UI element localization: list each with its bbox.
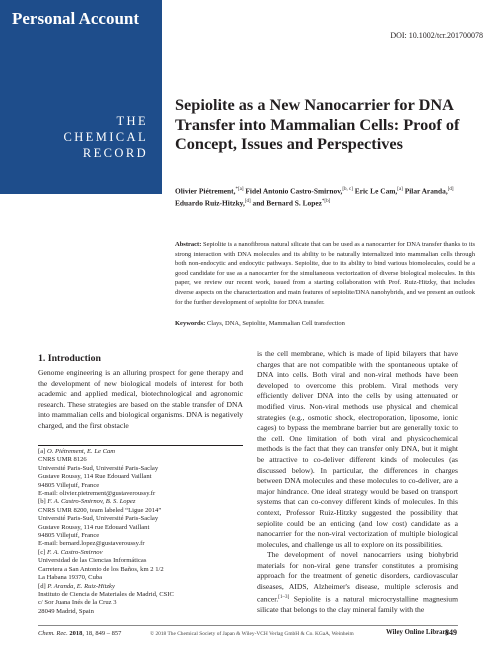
- affiliation-line: [38, 532, 243, 540]
- affiliation-text: 94805 Villejuif, France: [38, 532, 100, 540]
- affiliation-names: F. A. Castro-Smirnov, B. S. Lopez: [47, 498, 136, 506]
- body-paragraph: Genome engineering is an alluring prospect for gene therapy and the development of new biological models of interest for both academic and applied medical, biotechnological and agronomic research. These strategies are based on the stable transfer of DNA into mammalian cells and biological organisms. DNA is negatively charged, and the first obstacle: [38, 368, 243, 430]
- affiliation-names: P. Aranda, E. Ruiz-Hitzky: [47, 582, 115, 590]
- author-affil-marker: [d]: [447, 187, 454, 192]
- affiliation-text: c/ Sor Juana Inés de la Cruz 3: [38, 599, 117, 607]
- affiliation-line: [38, 574, 243, 582]
- title-line: Sepiolite as a New Nanocarrier for DNA: [175, 95, 454, 114]
- keywords: [175, 319, 475, 329]
- body-column-left: [38, 368, 243, 431]
- abstract: [175, 240, 475, 307]
- author-name: Pilar Aranda,: [402, 186, 448, 196]
- affiliation-divider: [38, 445, 243, 446]
- affiliation-text: E-mail: olivier.pietrement@gustaveroussy.fr: [38, 490, 156, 498]
- author-affil-marker: [a]: [397, 187, 403, 192]
- article-title: [175, 95, 475, 154]
- affiliation-text: Université Paris-Sud, Université Paris-Saclay: [38, 515, 159, 523]
- affiliation-text: Gustave Roussy, 114 rue Edouard Vaillant: [38, 523, 150, 531]
- journal-name-line: THE: [116, 114, 148, 128]
- citation-rest: , 18, 849 – 857: [82, 630, 122, 637]
- author-name: Fidel Antonio Castro-Smirnov,: [243, 186, 343, 196]
- affiliation-line: [38, 482, 243, 490]
- footer-copyright: © 2018 The Chemical Society of Japan & Wiley-VCH Verlag GmbH & Co. KGaA, Weinheim: [150, 631, 354, 637]
- author-name: Olivier Piétrement,: [175, 186, 236, 196]
- affiliation-text: [b]: [38, 498, 48, 506]
- affiliation-text: [a]: [38, 448, 47, 455]
- citation-year: 2018: [69, 630, 83, 637]
- affiliation-text: CNRS UMR 8200, team labeled “Ligue 2014”: [38, 506, 162, 514]
- affiliation-line: [38, 599, 243, 607]
- affiliation-text: Universidad de las Ciencias Informáticas: [38, 557, 147, 565]
- affiliation-names: F. A. Castro-Smirnov: [46, 548, 103, 556]
- body-paragraph: [257, 550, 458, 615]
- affiliation-line: [38, 540, 243, 548]
- affiliation-line: [38, 465, 243, 473]
- affiliation-line: [38, 490, 243, 498]
- journal-banner: [0, 0, 162, 194]
- title-line: Concept, Issues and Perspectives: [175, 134, 403, 153]
- affiliation-text: E-mail: bernard.lopez@gustaveroussy.fr: [38, 540, 145, 548]
- affiliation-text: 94805 Villejuif, France: [38, 481, 100, 489]
- author-list: [175, 184, 475, 209]
- body-column-right: [257, 349, 458, 615]
- author-name: and Bernard S. Lopez: [250, 198, 322, 208]
- affiliation-text: Université Paris-Sud, Université Paris-Saclay: [38, 464, 159, 472]
- body-paragraph: is the cell membrane, which is made of lipid bilayers that have charges that are not compatible with the spontaneous uptake of DNA into cells. Both viral and non-viral methods have been developed to overcome this problem. Viral methods very efficiently deliver DNA into the cells by using attenuated or modified virus. Non-viral methods use physical and chemical strategies (e.g., osmotic shock, electroporation, liposome, ionic cages) to bypass the membrane barrier but are generally toxic to the cell. One limitation of both viral and physicochemical methods is the fact that they can transfer only DNA, but it might be attractive to co-deliver different kinds of molecules (as discussed below). In particular, the differences in charges between DNA molecules and these molecules to co-deliver, are a major hindrance. One ideal strategy would be based on transport systems that can co-convey different kinds of molecules. In this context, Professor Ruiz-Hitzky suggested the possibility that sepiolite could be an enticing (and low cost) candidate as a nanocarrier for the non-viral vectorization of multiple biological molecules, and challenge us all to explore on its possibilities.: [257, 349, 458, 549]
- affiliation-text: 28049 Madrid, Spain: [38, 607, 94, 615]
- footer-divider: [38, 625, 458, 626]
- author-name: Eric Le Cam,: [352, 186, 398, 196]
- title-line: Transfer into Mammalian Cells: Proof of: [175, 114, 460, 134]
- abstract-text: Sepiolite is a nanofibrous natural silicate that can be used as a nanocarrier for DNA transfer thanks to its strong interaction with DNA molecules and its ability to be naturally internalized into mammalian cells through both non-endocytic and endocytic pathways. Sepiolite, due to its ability to bind various biomolecules, could be a good candidate for use as a nanocarrier for the simultaneous vectorization of diverse biological molecules. In this paper, we review our recent work, issued from a starting collaboration with Prof. Ruiz-Hitzky, that includes diverse aspects on the characterization and main features of sepiolite/DNA nanohybrids, and we present an outlook for the further development of sepiolite for DNA transfer.: [175, 241, 475, 306]
- affiliation-line: [38, 498, 243, 506]
- author-line: [175, 196, 475, 208]
- abstract-label: Abstract:: [175, 241, 202, 248]
- author-name: Eduardo Ruiz-Hitzky,: [175, 198, 245, 208]
- author-affil-marker: *[a]: [235, 187, 244, 192]
- affiliation-text: [c]: [38, 548, 47, 556]
- section-heading: 1. Introduction: [38, 353, 101, 364]
- affiliation-line: [38, 524, 243, 532]
- author-line: [175, 184, 475, 196]
- affiliation-text: La Habana 19370, Cuba: [38, 574, 103, 582]
- keywords-text: Clays, DNA, Sepiolite, Mammalian Cell transfection: [205, 320, 345, 327]
- affiliation-line: [38, 473, 243, 481]
- footer-library: Wiley Online Library: [386, 629, 449, 636]
- journal-name-line: RECORD: [82, 146, 148, 160]
- journal-name: [0, 113, 148, 161]
- keywords-label: Keywords:: [175, 320, 206, 327]
- affiliation-names: O. Piétrement, E. Le Cam: [46, 448, 116, 455]
- author-affil-marker: [b, c]: [342, 187, 353, 192]
- journal-name-line: CHEMICAL: [63, 130, 148, 144]
- affiliation-line: [38, 507, 243, 515]
- affiliation-text: CNRS UMR 8126: [38, 456, 87, 464]
- affiliation-line: [38, 591, 243, 599]
- affiliation-text: Carretera a San Antonio de los Baños, km 2 1/2: [38, 565, 164, 573]
- affiliation-text: [d]: [38, 582, 48, 590]
- body-text: The development of novel nanocarriers using biohybrid materials for non-viral gene transfer constitutes a promising approach for the treatment of genetic disorders, cardiovascular diseases, AIDS, Alzheimer's disease, multiple sclerosis and cancer.: [257, 550, 458, 604]
- citation-journal: Chem. Rec.: [38, 630, 68, 637]
- article-type-label: Personal Account: [12, 9, 140, 28]
- doi-text: DOI: 10.1002/tcr.201700078: [390, 31, 483, 40]
- affiliation-list: [38, 448, 243, 616]
- page-number: 849: [445, 628, 457, 637]
- affiliation-line: [38, 608, 243, 616]
- affiliation-line: [38, 557, 243, 565]
- affiliation-text: Instituto de Ciencia de Materiales de Madrid, CSIC: [38, 590, 174, 598]
- affiliation-line: [38, 448, 243, 456]
- footer-citation: [38, 630, 121, 637]
- affiliation-text: Gustave Roussy, 114 Rue Edouard Vaillant: [38, 473, 152, 481]
- body-text: Sepiolite is a natural microcrystalline magnesium silicate that belongs to the clay mineral family with the: [257, 594, 458, 614]
- affiliation-line: [38, 583, 243, 591]
- affiliation-line: [38, 549, 243, 557]
- affiliation-line: [38, 515, 243, 523]
- affiliation-line: [38, 566, 243, 574]
- author-affil-marker: [d]: [244, 199, 251, 205]
- citation-marker: [1–3]: [278, 594, 290, 600]
- affiliation-line: [38, 456, 243, 464]
- author-affil-marker: *[b]: [321, 199, 331, 205]
